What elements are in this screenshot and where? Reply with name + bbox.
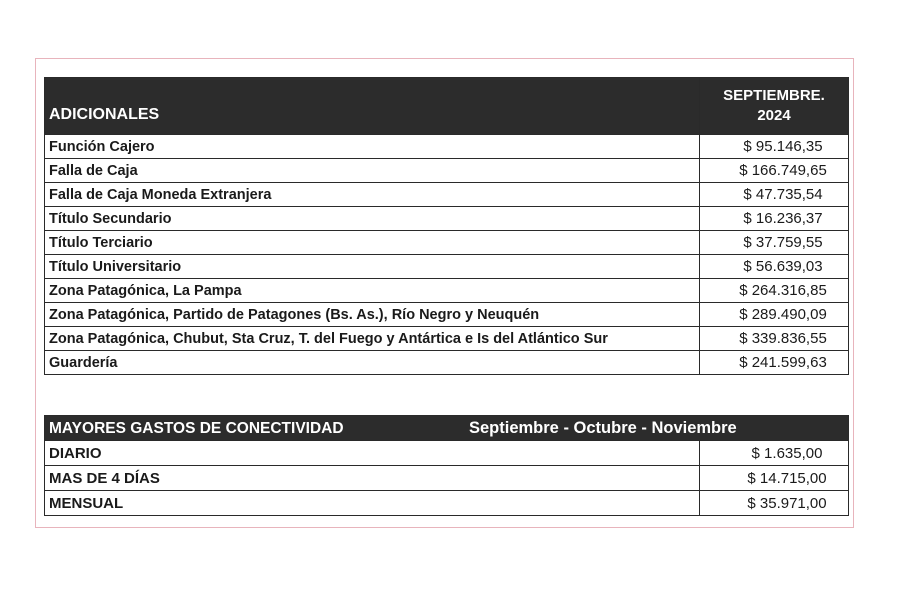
row-amount: $ 14.715,00 [700, 466, 849, 491]
adicionales-header-label: ADICIONALES [45, 78, 700, 135]
row-amount: $ 37.759,55 [700, 231, 849, 255]
adicionales-period-header [700, 78, 849, 135]
row-amount: $ 264.316,85 [700, 279, 849, 303]
table-row [45, 441, 849, 466]
row-label: Título Universitario [45, 255, 700, 279]
table-row [45, 255, 849, 279]
period-line-1: SEPTIEMBRE. [723, 87, 825, 104]
table-row [45, 466, 849, 491]
conectividad-period-header: Septiembre - Octubre - Noviembre [469, 418, 737, 437]
row-label: Título Terciario [45, 231, 700, 255]
adicionales-header-row [45, 78, 849, 135]
row-amount: $ 35.971,00 [700, 491, 849, 516]
row-label: Zona Patagónica, La Pampa [45, 279, 700, 303]
row-label: MAS DE 4 DÍAS [45, 466, 700, 491]
row-amount: $ 56.639,03 [700, 255, 849, 279]
conectividad-header-label: MAYORES GASTOS DE CONECTIVIDAD [49, 419, 344, 437]
table-row [45, 351, 849, 375]
row-amount: $ 95.146,35 [700, 135, 849, 159]
row-amount: $ 1.635,00 [700, 441, 849, 466]
conectividad-header-row [45, 416, 849, 441]
table-row [45, 135, 849, 159]
table-row [45, 231, 849, 255]
table-row [45, 183, 849, 207]
row-amount: $ 47.735,54 [700, 183, 849, 207]
table-row [45, 491, 849, 516]
row-amount: $ 289.490,09 [700, 303, 849, 327]
conectividad-table [44, 415, 849, 516]
row-amount: $ 339.836,55 [700, 327, 849, 351]
row-label: Zona Patagónica, Partido de Patagones (Bs. As.), Río Negro y Neuquén [45, 303, 700, 327]
row-amount: $ 16.236,37 [700, 207, 849, 231]
table-row [45, 207, 849, 231]
row-label: Función Cajero [45, 135, 700, 159]
row-label: Zona Patagónica, Chubut, Sta Cruz, T. del Fuego y Antártica e Is del Atlántico Sur [45, 327, 700, 351]
table-row [45, 303, 849, 327]
row-label: DIARIO [45, 441, 700, 466]
row-label: MENSUAL [45, 491, 700, 516]
row-label: Falla de Caja [45, 159, 700, 183]
table-row [45, 159, 849, 183]
table-row [45, 327, 849, 351]
table-row [45, 279, 849, 303]
row-amount: $ 241.599,63 [700, 351, 849, 375]
period-line-2: 2024 [757, 107, 791, 124]
row-amount: $ 166.749,65 [700, 159, 849, 183]
row-label: Guardería [45, 351, 700, 375]
row-label: Título Secundario [45, 207, 700, 231]
row-label: Falla de Caja Moneda Extranjera [45, 183, 700, 207]
adicionales-table [44, 77, 849, 375]
conectividad-header-cell [45, 416, 849, 441]
